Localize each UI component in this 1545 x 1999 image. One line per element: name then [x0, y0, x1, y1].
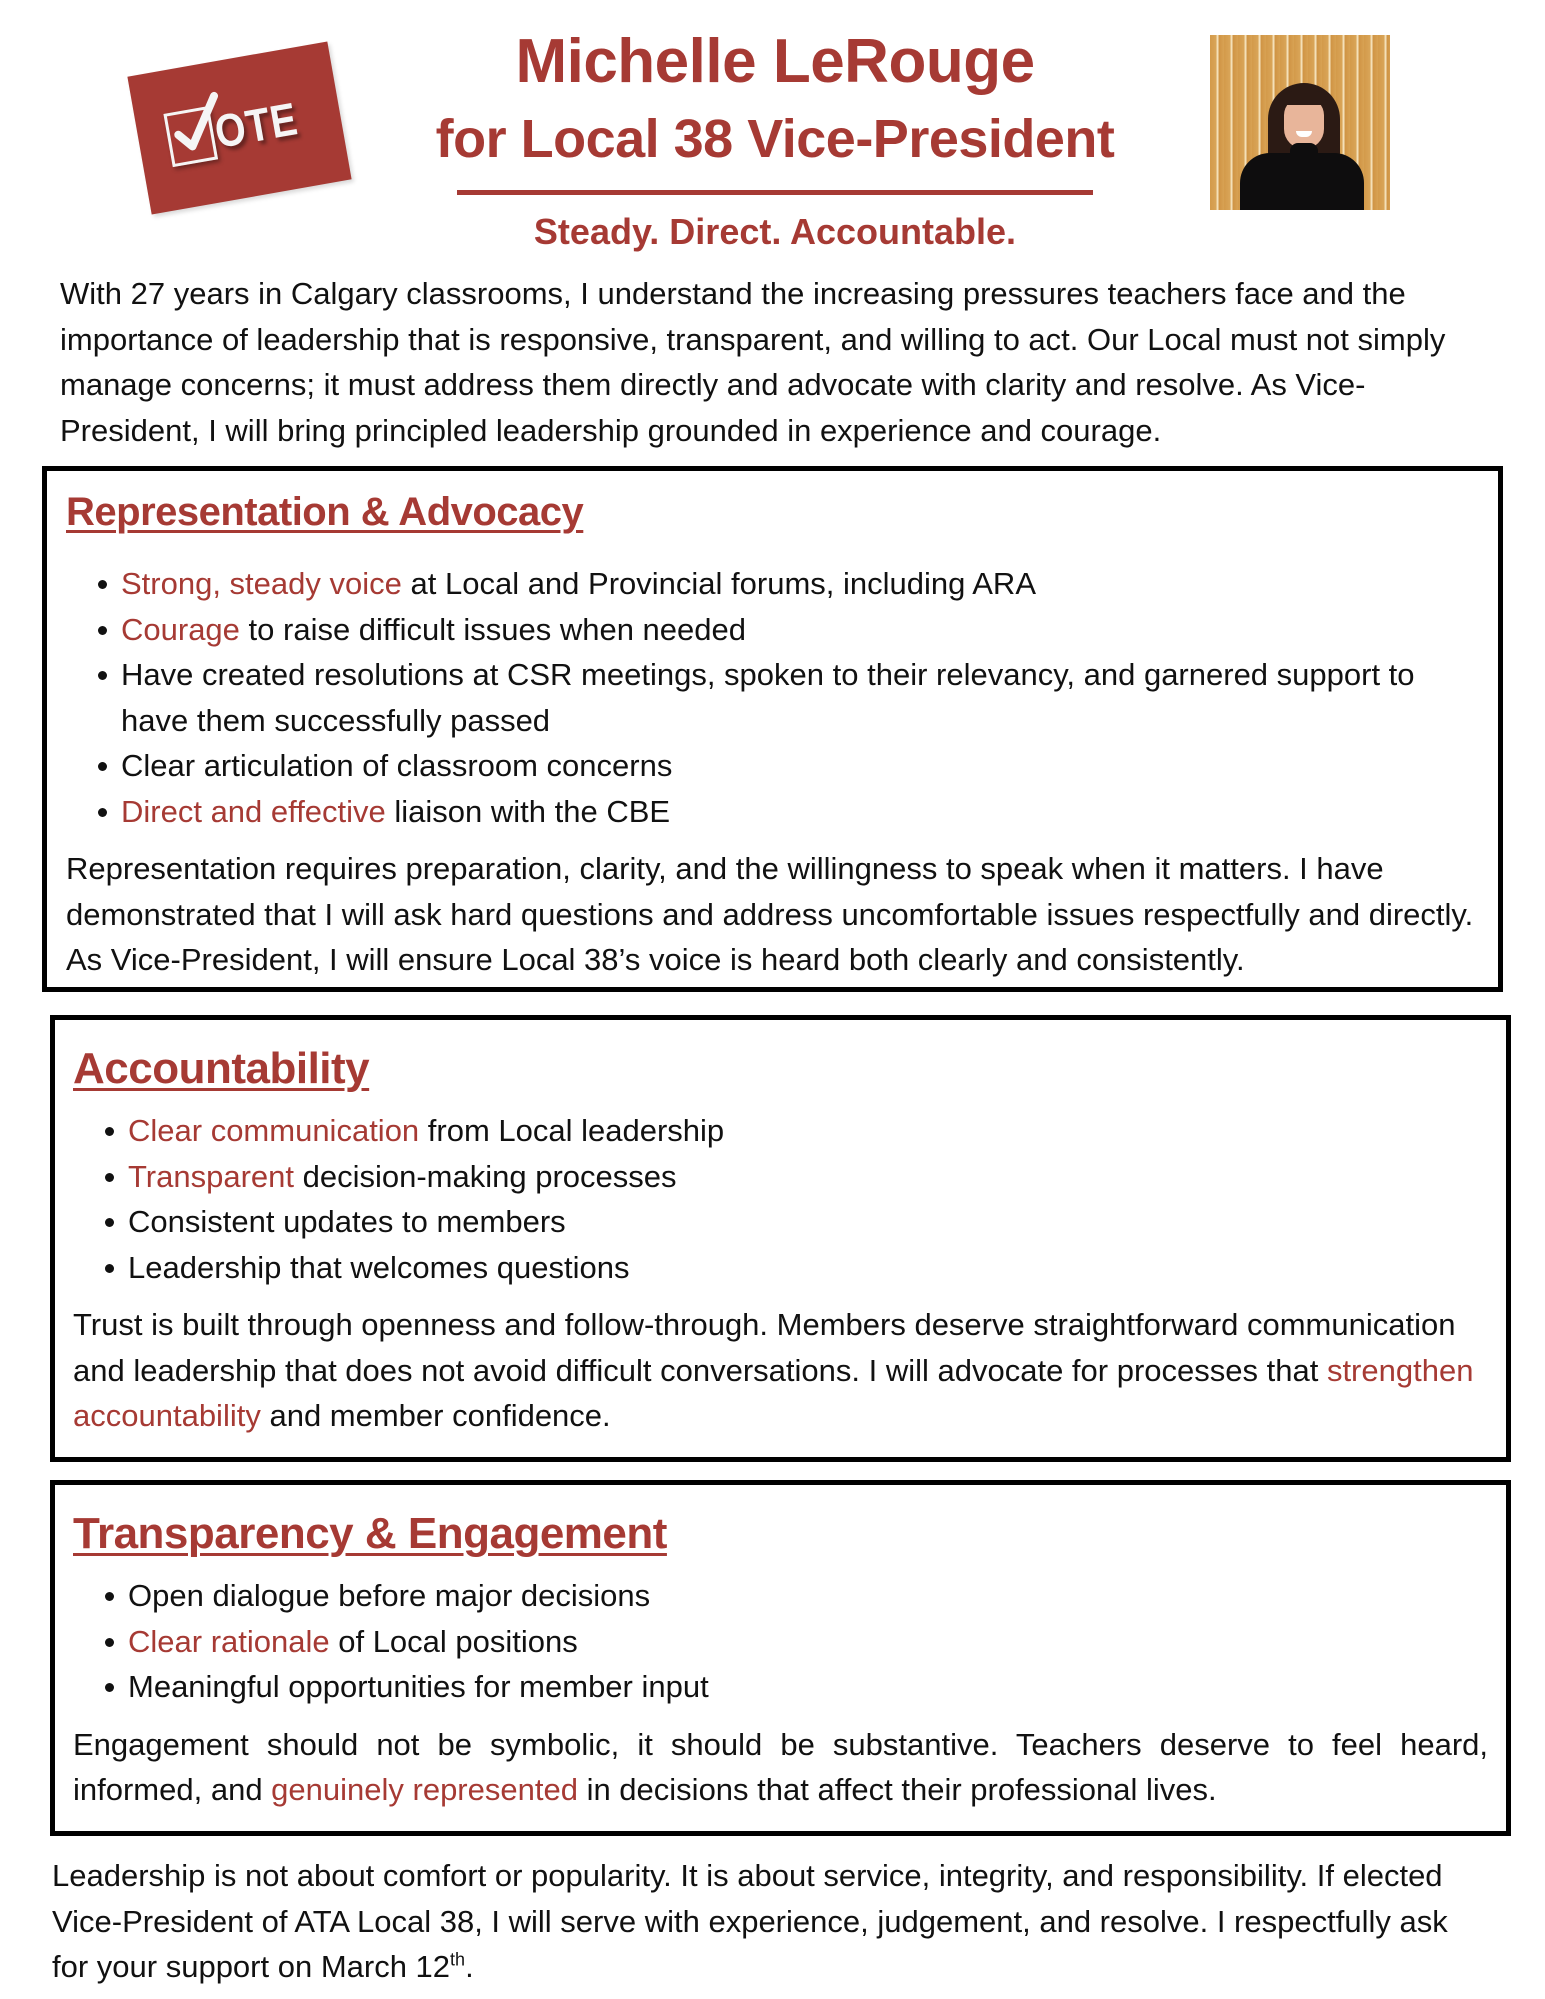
list-item: Clear communication from Local leadership: [73, 1108, 1488, 1154]
list-item: Open dialogue before major decisions: [73, 1573, 1488, 1619]
section-representation-advocacy: [42, 466, 1503, 992]
position-title: for Local 38 Vice-President: [435, 109, 1115, 169]
section-paragraph: Representation requires preparation, clarity, and the willingness to speak when it matters. I have demonstrated that I will ask hard questions and address uncomfortable issues respectfully and directly. As Vice-President, I will ensure Local 38’s voice is heard both clearly and consistently.: [66, 851, 1474, 977]
section-accountability: [50, 1015, 1511, 1462]
bullet-list: [73, 1573, 1488, 1710]
list-item: Consistent updates to members: [73, 1199, 1488, 1245]
vote-label: OTE: [210, 92, 302, 158]
candidate-photo: [1210, 35, 1390, 210]
section-heading: Transparency & Engagement: [73, 1509, 667, 1558]
vote-badge: [127, 41, 351, 214]
list-item: Clear rationale of Local positions: [73, 1619, 1488, 1665]
section-paragraph: Engagement should not be symbolic, it should be substantive. Teachers deserve to feel heard, informed, and genuinely represented in decisions that affect their professional lives.: [73, 1726, 1488, 1807]
list-item: Meaningful opportunities for member input: [73, 1664, 1488, 1710]
bullet-list: [73, 1108, 1488, 1290]
section-paragraph: Trust is built through openness and follow-through. Members deserve straightforward communication and leadership that does not avoid difficult conversations. I will advocate for processes that strengthen accountability and member confidence.: [73, 1307, 1474, 1433]
closing-paragraph: Leadership is not about comfort or popularity. It is about service, integrity, and responsibility. If elected Vice-President of ATA Local 38, I will serve with experience, judgement, and resolve. I respectfully ask for your support on March 12th.: [52, 1858, 1448, 1984]
list-item: Have created resolutions at CSR meetings, spoken to their relevancy, and garnered support to have them successfully passed: [66, 652, 1480, 743]
list-item: Leadership that welcomes questions: [73, 1245, 1488, 1291]
candidate-name: Michelle LeRouge: [515, 27, 1035, 96]
list-item: Courage to raise difficult issues when needed: [66, 607, 1480, 653]
bullet-list: [66, 561, 1480, 834]
header: [380, 24, 1170, 253]
list-item: Direct and effective liaison with the CBE: [66, 789, 1480, 835]
section-heading: Representation & Advocacy: [66, 490, 584, 534]
list-item: Transparent decision-making processes: [73, 1154, 1488, 1200]
intro-paragraph: With 27 years in Calgary classrooms, I understand the increasing pressures teachers face and the importance of leadership that is responsive, transparent, and willing to act. Our Local must not simply manage concerns; it must address them directly and advocate with clarity and resolve. As Vice-President, I will bring principled leadership grounded in experience and courage.: [60, 276, 1446, 448]
section-heading: Accountability: [73, 1044, 370, 1093]
checkbox-check-icon: [163, 106, 218, 167]
section-transparency-engagement: [50, 1480, 1511, 1836]
list-item: Strong, steady voice at Local and Provincial forums, including ARA: [66, 561, 1480, 607]
list-item: Clear articulation of classroom concerns: [66, 743, 1480, 789]
tagline: Steady. Direct. Accountable.: [533, 211, 1017, 252]
header-divider: [457, 190, 1093, 195]
